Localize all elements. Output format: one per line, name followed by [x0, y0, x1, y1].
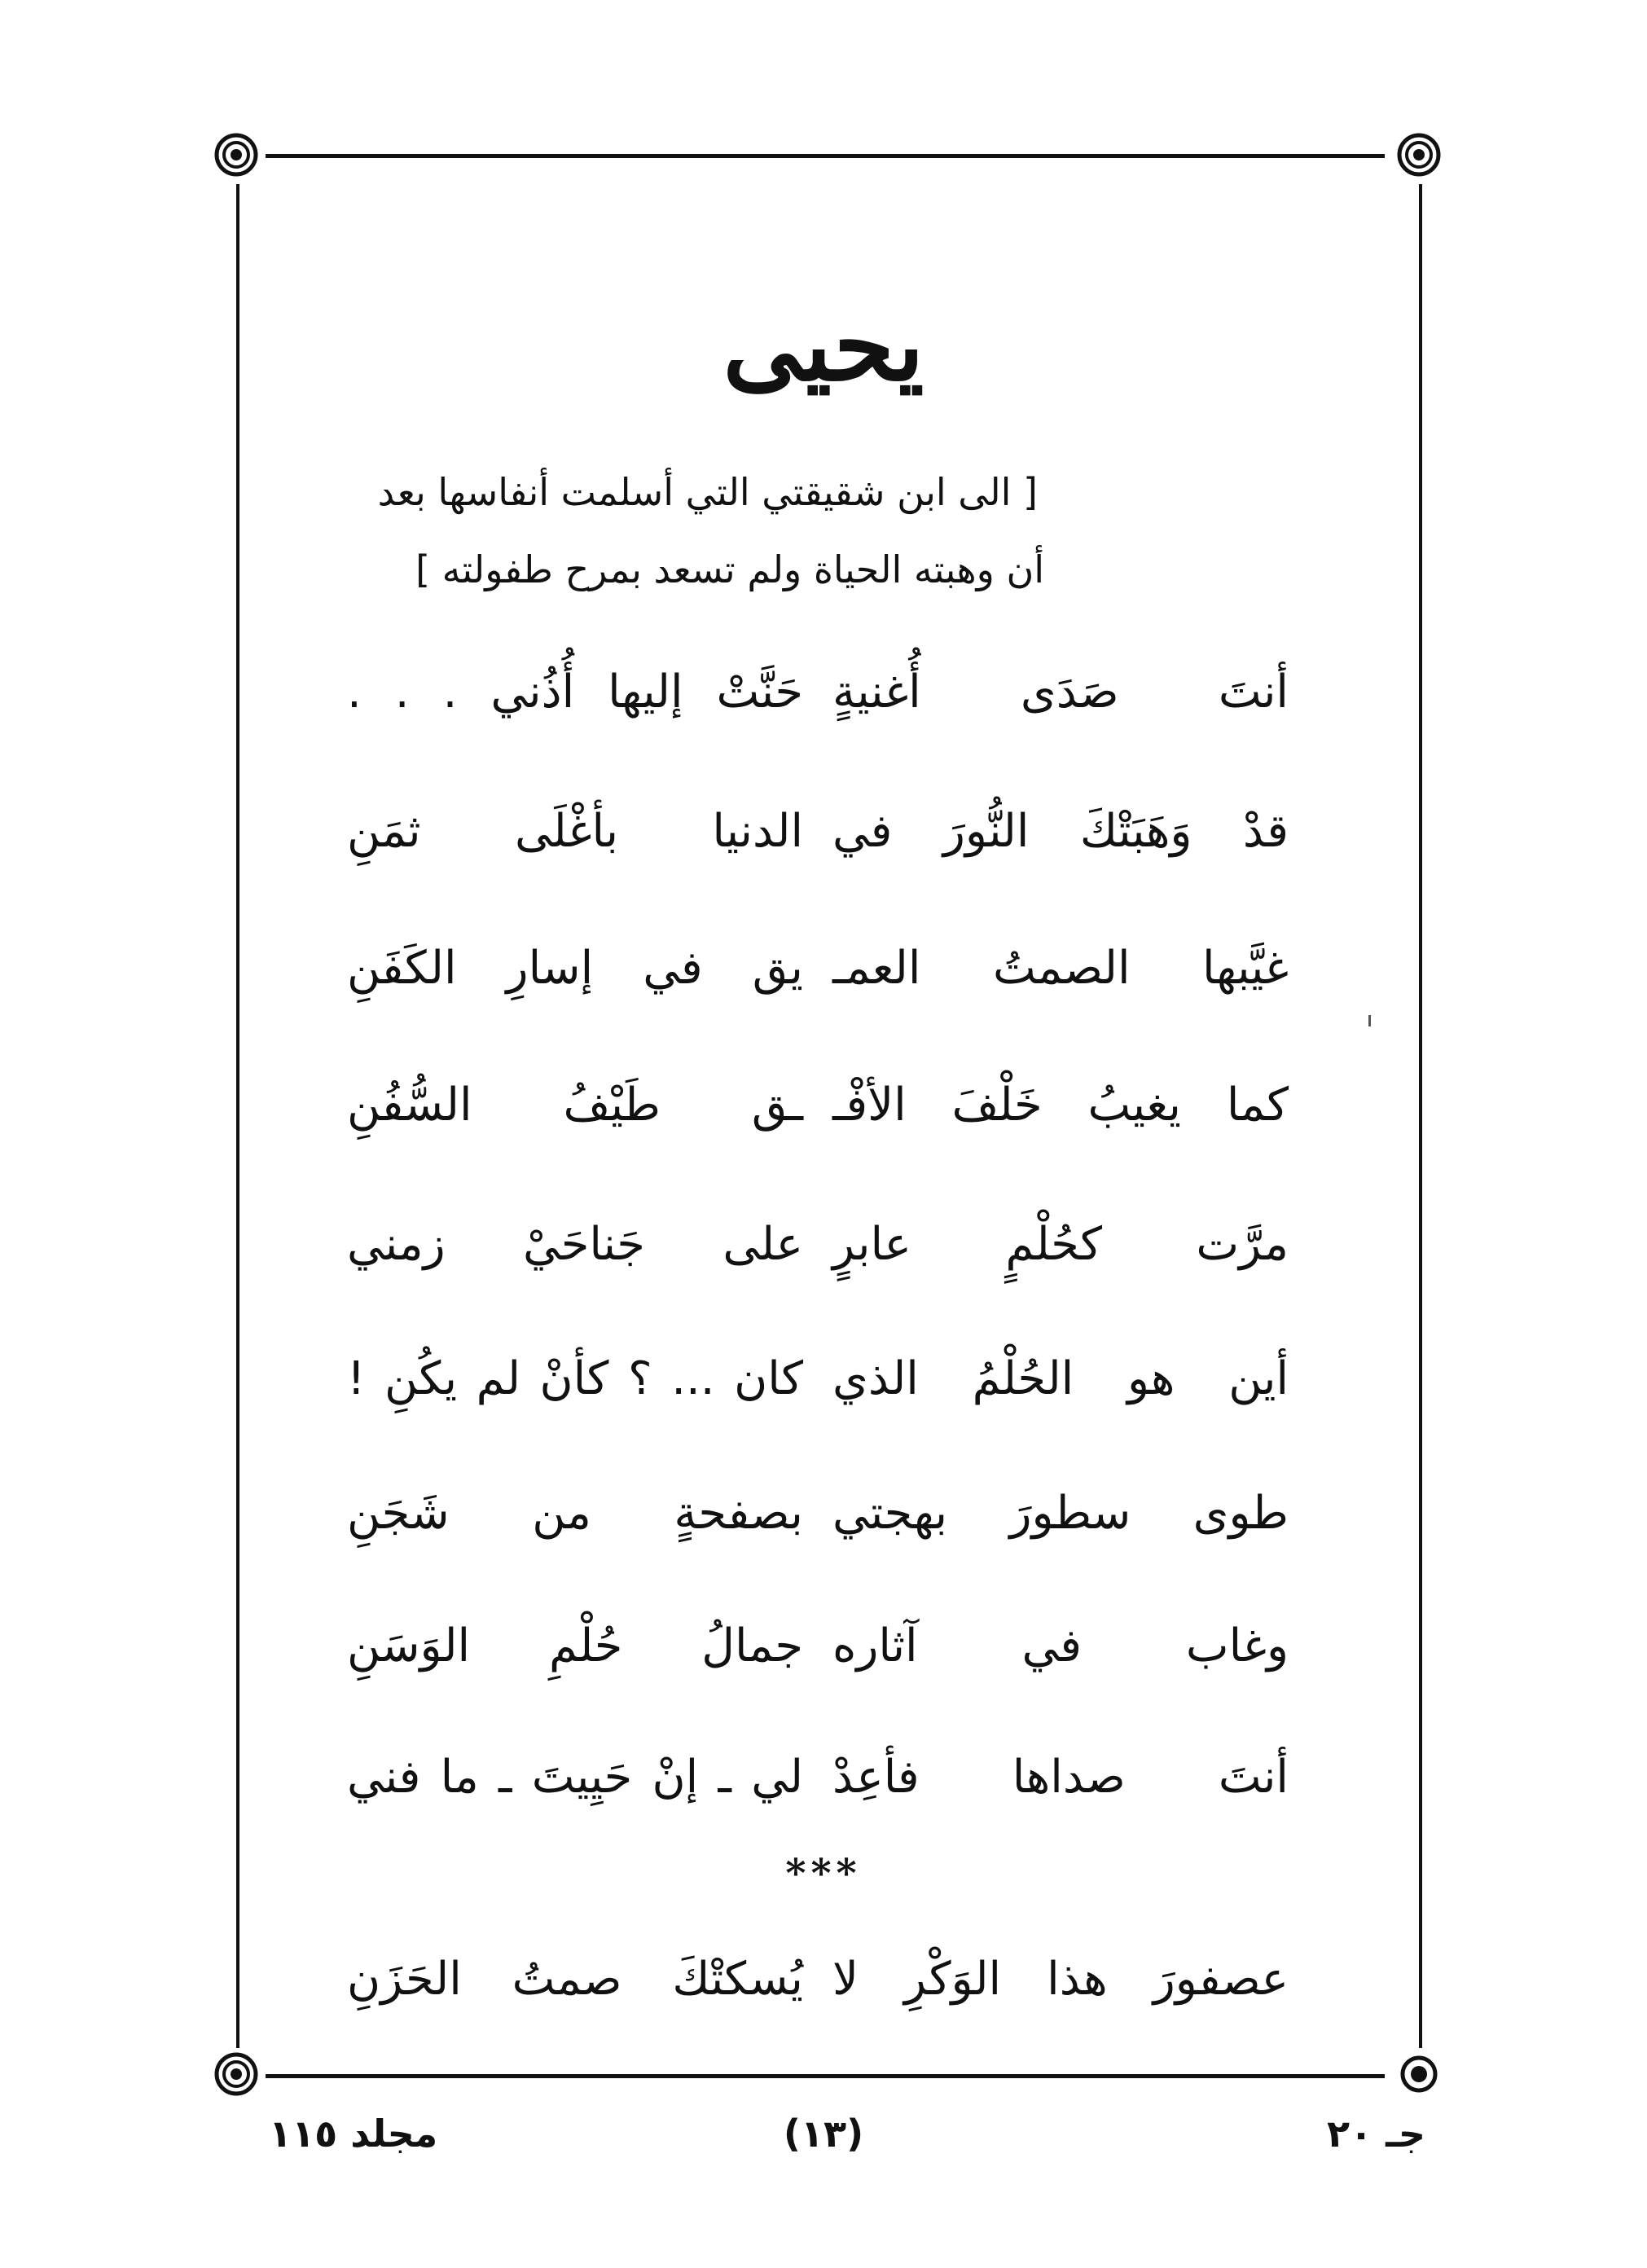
verse-line	[0, 924, 1647, 1013]
verse-first-hemistich: أين هو الحُلْمُ الذي	[832, 1352, 1289, 1405]
verse-line	[0, 1935, 1647, 2024]
verse-first-hemistich: وغاب في آثاره	[832, 1620, 1289, 1672]
corner-ornament-icon	[1394, 130, 1443, 179]
verse-second-hemistich: ـق طَيْفُ السُّفُنِ	[347, 1079, 803, 1132]
verse-second-hemistich: بصفحةٍ من شَجَنِ	[347, 1487, 803, 1540]
footer-volume-number: مجلد ١١٥	[269, 2112, 438, 2156]
verse-second-hemistich: حَنَّتْ إليها أُذُني . . .	[347, 666, 803, 719]
verse-line	[0, 787, 1647, 877]
corner-ornament-icon	[212, 130, 261, 179]
verse-second-hemistich: يُسكتْكَ صمتُ الحَزَنِ	[347, 1953, 803, 2006]
verse-line	[0, 648, 1647, 737]
corner-ornament-icon	[1394, 2050, 1443, 2099]
footer-page-number: (١٣)	[783, 2112, 864, 2156]
verse-second-hemistich: على جَناحَيْ زمني	[347, 1218, 803, 1271]
verse-second-hemistich: الدنيا بأغْلَى ثمَنِ	[347, 805, 803, 858]
verse-first-hemistich: قدْ وَهَبَتْكَ النُّورَ في	[832, 805, 1289, 858]
corner-ornament-icon	[212, 2050, 261, 2099]
verse-line	[0, 1200, 1647, 1290]
verse-line	[0, 1602, 1647, 1691]
verse-second-hemistich: جمالُ حُلْمِ الوَسَنِ	[347, 1620, 803, 1672]
verse-first-hemistich: أنتَ صَدَى أُغنيةٍ	[832, 666, 1289, 719]
verse-first-hemistich: كما يغيبُ خَلْفَ الأفْـ	[832, 1079, 1289, 1132]
footer-issue-number: جـ ٢٠	[1326, 2112, 1425, 2156]
verse-first-hemistich: طوى سطورَ بهجتي	[832, 1487, 1289, 1540]
verse-line	[0, 1733, 1647, 1822]
frame-top-rule	[266, 154, 1385, 158]
verse-first-hemistich: غيَّبها الصمتُ العمـ	[832, 942, 1289, 995]
section-separator: ***	[785, 1851, 862, 1897]
verse-second-hemistich: كان ... ؟ كأنْ لم يكُنِ !	[347, 1352, 803, 1405]
margin-mark	[1368, 1015, 1371, 1026]
verse-line	[0, 1334, 1647, 1424]
dedication-line-2: أن وهبته الحياة ولم تسعد بمرح طفولته ]	[415, 547, 1044, 591]
dedication-line-1: [ الى ابن شقيقتي التي أسلمت أنفاسها بعد	[377, 470, 1038, 514]
verse-first-hemistich: مرَّت كحُلْمٍ عابرٍ	[832, 1218, 1289, 1271]
verse-line	[0, 1061, 1647, 1150]
poem-title: يحيى	[722, 288, 925, 403]
verse-second-hemistich: لي ـ إنْ حَيِيتَ ـ ما فني	[347, 1751, 803, 1804]
verse-second-hemistich: يق في إسارِ الكَفَنِ	[347, 942, 803, 995]
frame-bottom-rule	[266, 2074, 1385, 2078]
verse-first-hemistich: أنتَ صداها فأعِدْ	[832, 1751, 1289, 1804]
verse-first-hemistich: عصفورَ هذا الوَكْرِ لا	[832, 1953, 1289, 2006]
verse-line	[0, 1469, 1647, 1558]
